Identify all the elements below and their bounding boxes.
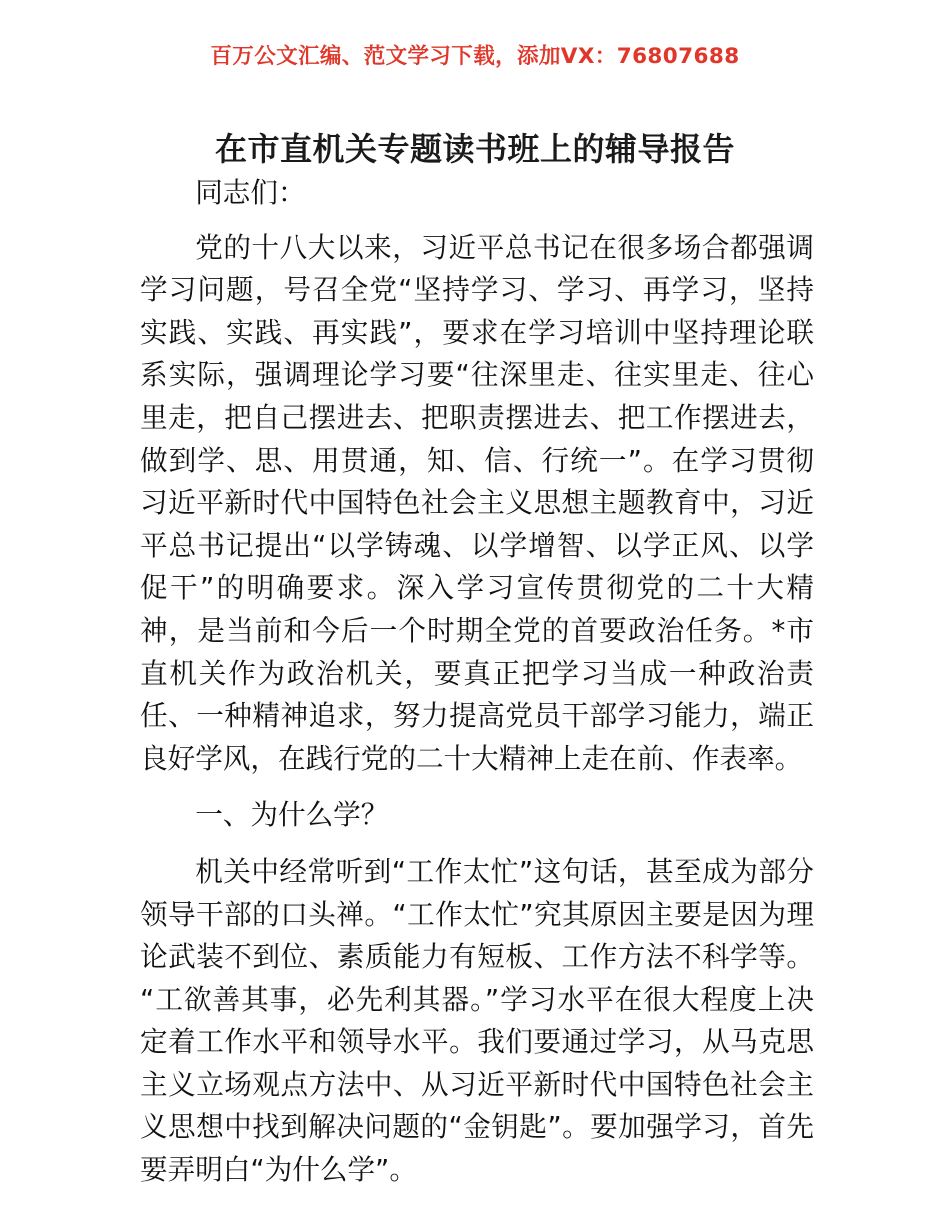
document-body: [140, 172, 814, 1192]
section-heading-why-study: 一、为什么学？: [195, 798, 389, 832]
paragraph-why-study-body: 机关中经常听到“工作太忙”这句话，甚至成为部分领导干部的口头禅。“工作太忙”究其原因主要是因为理论武装不到位、素质能力有短板、工作方法不科学等。“工欲善其事，必先利其器。”学习水平在很大程度上决定着工作水平和领导水平。我们要通过学习，从马克思主义立场观点方法中、从习近平新时代中国特色社会主义思想中找到解决问题的“金钥匙”。要加强学习，首先要弄明白“为什么学”。: [140, 854, 814, 1187]
salutation: 同志们：: [195, 176, 306, 209]
page-title: 在市直机关专题读书班上的辅导报告: [214, 130, 735, 169]
spacer: [140, 780, 814, 794]
paragraph-intro: 党的十八大以来，习近平总书记在很多场合都强调学习问题，号召全党“坚持学习、学习、再学习，坚持实践、实践、再实践”，要求在学习培训中坚持理论联系实际，强调理论学习要“往深里走、往实里走、往心里走，把自己摆进去、把职责摆进去、把工作摆进去，做到学、思、用贯通，知、信、行统一”。在学习贯彻习近平新时代中国特色社会主义思想主题教育中，习近平总书记提出“以学铸魂、以学增智、以学正风、以学促干”的明确要求。深入学习宣传贯彻党的二十大精神，是当前和今后一个时期全党的首要政治任务。*市直机关作为政治机关，要真正把学习当成一种政治责任、一种精神追求，努力提高党员干部学习能力，端正良好学风，在践行党的二十大精神上走在前、作表率。: [140, 230, 814, 775]
spacer: [140, 215, 814, 227]
spacer: [140, 837, 814, 851]
promo-header-text: 百万公文汇编、范文学习下载，添加VX：76807688: [210, 44, 740, 69]
